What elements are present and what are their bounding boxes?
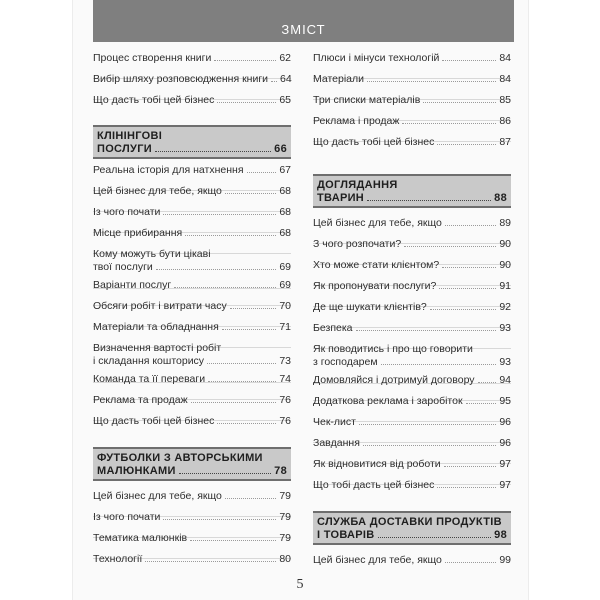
toc-entry-title: Процес створення книги bbox=[93, 52, 212, 64]
toc-entry-title: твої послуги bbox=[93, 261, 153, 273]
toc-entry-page-number: 79 bbox=[279, 532, 291, 544]
section-title-line: МАЛЮНКАМИ bbox=[97, 465, 176, 477]
toc-entry-title: Цей бізнес для тебе, якщо bbox=[313, 217, 442, 229]
dot-leader bbox=[363, 445, 496, 446]
toc-entry-title: Варіанти послуг bbox=[93, 279, 172, 291]
toc-entry-title-line: Як поводитись і про що говорити bbox=[313, 343, 473, 355]
dot-leader bbox=[191, 402, 277, 403]
dot-leader bbox=[225, 193, 276, 194]
toc-entry-page-number: 80 bbox=[279, 553, 291, 565]
toc-entry-title: з господарем bbox=[313, 356, 378, 368]
toc-entry-page-number: 73 bbox=[279, 355, 291, 367]
toc-entry-page-number: 97 bbox=[499, 479, 511, 491]
toc-entry-page-number: 69 bbox=[279, 279, 291, 291]
toc-entry[interactable] bbox=[93, 300, 291, 313]
toc-entry-page-number: 99 bbox=[499, 554, 511, 566]
toc-entry-title: Домовляйся і дотримуй договору bbox=[313, 374, 475, 386]
toc-entry[interactable] bbox=[313, 301, 511, 314]
dot-leader bbox=[247, 172, 277, 173]
dot-leader bbox=[478, 382, 497, 383]
dot-leader bbox=[367, 200, 491, 201]
toc-entry-title-line: Визначення вартості робіт bbox=[93, 342, 222, 354]
toc-entry[interactable] bbox=[313, 554, 511, 567]
toc-entry[interactable] bbox=[313, 94, 511, 107]
toc-entry-title: Три списки матеріалів bbox=[313, 94, 421, 106]
toc-entry-title: Що тобі дасть цей бізнес bbox=[313, 479, 435, 491]
toc-entry-title: Реальна історія для натхнення bbox=[93, 164, 244, 176]
dot-leader bbox=[423, 102, 496, 103]
dot-leader bbox=[367, 81, 496, 82]
dot-leader bbox=[359, 424, 496, 425]
toc-entry-page-number: 76 bbox=[279, 415, 291, 427]
toc-entry[interactable] bbox=[313, 395, 511, 408]
section-title-line: ПОСЛУГИ bbox=[97, 143, 152, 155]
section-title-line: СЛУЖБА ДОСТАВКИ ПРОДУКТІВ bbox=[317, 516, 502, 528]
dot-leader bbox=[156, 269, 277, 270]
toc-entry[interactable] bbox=[313, 217, 511, 230]
toc-entry[interactable] bbox=[93, 94, 291, 107]
toc-entry-title: Із чого почати bbox=[93, 511, 161, 523]
toc-entry-title: Хто може стати клієнтом? bbox=[313, 259, 440, 271]
dot-leader bbox=[402, 123, 496, 124]
toc-entry-page-number: 62 bbox=[279, 52, 291, 64]
toc-entry-title: Плюси і мінуси технологій bbox=[313, 52, 440, 64]
dot-leader bbox=[208, 381, 276, 382]
toc-entry-page-number: 96 bbox=[499, 416, 511, 428]
toc-entry[interactable] bbox=[93, 279, 291, 292]
toc-entry[interactable] bbox=[93, 248, 291, 274]
dot-leader bbox=[445, 562, 496, 563]
toc-entry-title: Вибір шляху розповсюдження книги bbox=[93, 73, 269, 85]
dot-leader bbox=[437, 144, 496, 145]
toc-entry[interactable] bbox=[313, 343, 511, 369]
toc-entry[interactable] bbox=[313, 238, 511, 251]
toc-entry-page-number: 91 bbox=[499, 280, 511, 292]
toc-entry-page-number: 64 bbox=[280, 73, 292, 85]
section-page-number: 78 bbox=[274, 465, 287, 477]
toc-entry[interactable] bbox=[93, 532, 291, 545]
dot-leader bbox=[225, 498, 276, 499]
toc-entry-page-number: 92 bbox=[499, 301, 511, 313]
dot-leader bbox=[356, 330, 497, 331]
dot-leader bbox=[442, 60, 496, 61]
toc-entry[interactable] bbox=[313, 416, 511, 429]
toc-entry-page-number: 74 bbox=[279, 373, 291, 385]
toc-section-heading[interactable] bbox=[313, 174, 511, 208]
toc-entry-page-number: 79 bbox=[279, 511, 291, 523]
toc-entry-page-number: 89 bbox=[499, 217, 511, 229]
toc-entry-title: Чек-лист bbox=[313, 416, 356, 428]
toc-entry[interactable] bbox=[313, 52, 511, 65]
toc-entry-title: Завдання bbox=[313, 437, 360, 449]
toc-entry-title: Де ще шукати клієнтів? bbox=[313, 301, 427, 313]
toc-entry[interactable] bbox=[93, 206, 291, 219]
dot-leader bbox=[442, 267, 496, 268]
toc-entry-page-number: 68 bbox=[279, 206, 291, 218]
contents-title: ЗМІСТ bbox=[281, 22, 326, 37]
toc-section-heading[interactable] bbox=[313, 511, 511, 545]
toc-entry-title: Як пропонувати послуги? bbox=[313, 280, 437, 292]
dot-leader bbox=[445, 225, 496, 226]
toc-entry[interactable] bbox=[93, 553, 291, 566]
section-title-line: ТВАРИН bbox=[317, 192, 365, 204]
toc-entry[interactable] bbox=[93, 73, 291, 86]
contents-header bbox=[93, 0, 514, 42]
toc-entry[interactable] bbox=[313, 73, 511, 86]
toc-entry-page-number: 69 bbox=[279, 261, 291, 273]
dot-leader bbox=[439, 288, 496, 289]
section-title-line: ДОГЛЯДАННЯ bbox=[317, 179, 398, 191]
toc-entry-page-number: 79 bbox=[279, 490, 291, 502]
dot-leader bbox=[207, 363, 276, 364]
toc-entry-page-number: 94 bbox=[499, 374, 511, 386]
dot-leader bbox=[222, 329, 277, 330]
toc-entry-title: Реклама і продаж bbox=[313, 115, 400, 127]
toc-entry[interactable] bbox=[313, 136, 511, 149]
toc-entry-page-number: 71 bbox=[279, 321, 291, 333]
dot-leader bbox=[404, 246, 496, 247]
dot-leader bbox=[214, 60, 276, 61]
section-page-number: 98 bbox=[494, 529, 507, 541]
section-title-line: КЛІНІНГОВІ bbox=[97, 130, 163, 142]
toc-entry-title-line: Кому можуть бути цікаві bbox=[93, 248, 211, 260]
toc-entry-title: Команда та її переваги bbox=[93, 373, 206, 385]
toc-entry-title: Технології bbox=[93, 553, 143, 565]
toc-entry-page-number: 76 bbox=[279, 394, 291, 406]
toc-entry[interactable] bbox=[93, 321, 291, 334]
toc-entry-title: Що дасть тобі цей бізнес bbox=[93, 415, 215, 427]
toc-entry[interactable] bbox=[313, 458, 511, 471]
dot-leader bbox=[179, 473, 271, 474]
toc-entry[interactable] bbox=[93, 164, 291, 177]
toc-entry-page-number: 97 bbox=[499, 458, 511, 470]
section-title-line: ФУТБОЛКИ З АВТОРСЬКИМИ bbox=[97, 452, 263, 464]
toc-entry[interactable] bbox=[313, 322, 511, 335]
dot-leader bbox=[185, 235, 276, 236]
toc-entry-title: Що дасть тобі цей бізнес bbox=[93, 94, 215, 106]
toc-entry-page-number: 86 bbox=[499, 115, 511, 127]
toc-entry-page-number: 87 bbox=[499, 136, 511, 148]
dot-leader bbox=[217, 423, 276, 424]
toc-entry-title: Додаткова реклама і заробіток bbox=[313, 395, 463, 407]
section-title-line: І ТОВАРІВ bbox=[317, 529, 375, 541]
section-page-number: 66 bbox=[274, 143, 287, 155]
toc-entry-title: Цей бізнес для тебе, якщо bbox=[313, 554, 442, 566]
dot-leader bbox=[163, 519, 276, 520]
toc-entry-page-number: 84 bbox=[499, 52, 511, 64]
toc-entry[interactable] bbox=[313, 479, 511, 492]
dot-leader bbox=[230, 308, 277, 309]
dot-leader bbox=[155, 151, 271, 152]
toc-entry[interactable] bbox=[93, 342, 291, 368]
toc-entry-page-number: 96 bbox=[499, 437, 511, 449]
dot-leader bbox=[145, 561, 276, 562]
toc-entry[interactable] bbox=[313, 115, 511, 128]
toc-entry[interactable] bbox=[93, 185, 291, 198]
toc-entry-page-number: 93 bbox=[499, 356, 511, 368]
toc-entry-title: Тематика малюнків bbox=[93, 532, 188, 544]
toc-entry-title: З чого розпочати? bbox=[313, 238, 402, 250]
dot-leader bbox=[163, 214, 276, 215]
toc-entry-page-number: 70 bbox=[279, 300, 291, 312]
toc-entry[interactable] bbox=[93, 490, 291, 503]
dot-leader bbox=[437, 487, 496, 488]
toc-entry[interactable] bbox=[93, 511, 291, 524]
page-number: 5 bbox=[296, 577, 304, 592]
dot-leader bbox=[444, 466, 497, 467]
toc-entry-page-number: 84 bbox=[499, 73, 511, 85]
toc-entry-page-number: 93 bbox=[499, 322, 511, 334]
dot-leader bbox=[430, 309, 497, 310]
toc-entry-title: Місце прибирання bbox=[93, 227, 183, 239]
dot-leader bbox=[466, 403, 497, 404]
toc-entry[interactable] bbox=[313, 259, 511, 272]
dot-leader bbox=[217, 102, 276, 103]
dot-leader bbox=[381, 364, 497, 365]
section-page-number: 88 bbox=[494, 192, 507, 204]
toc-entry-title: Матеріали та обладнання bbox=[93, 321, 219, 333]
dot-leader bbox=[378, 537, 492, 538]
dot-leader bbox=[174, 287, 276, 288]
toc-entry[interactable] bbox=[93, 52, 291, 65]
toc-entry-page-number: 90 bbox=[499, 259, 511, 271]
toc-entry-page-number: 68 bbox=[279, 227, 291, 239]
toc-entry-title: Обсяги робіт і витрати часу bbox=[93, 300, 227, 312]
toc-entry-title: Реклама та продаж bbox=[93, 394, 188, 406]
toc-entry[interactable] bbox=[313, 280, 511, 293]
toc-entry[interactable] bbox=[93, 415, 291, 428]
toc-entry-page-number: 65 bbox=[279, 94, 291, 106]
toc-entry-title: Що дасть тобі цей бізнес bbox=[313, 136, 435, 148]
toc-entry-title: Як відновитися від роботи bbox=[313, 458, 441, 470]
toc-entry-title: Із чого почати bbox=[93, 206, 161, 218]
toc-entry-title: Цей бізнес для тебе, якщо bbox=[93, 490, 222, 502]
toc-entry[interactable] bbox=[313, 437, 511, 450]
toc-entry-title: Цей бізнес для тебе, якщо bbox=[93, 185, 222, 197]
toc-entry[interactable] bbox=[93, 227, 291, 240]
toc-section-heading[interactable] bbox=[93, 125, 291, 159]
toc-section-heading[interactable] bbox=[93, 447, 291, 481]
toc-entry[interactable] bbox=[313, 374, 511, 387]
dot-leader bbox=[190, 540, 276, 541]
dot-leader bbox=[271, 81, 277, 82]
toc-entry-page-number: 85 bbox=[499, 94, 511, 106]
toc-entry-page-number: 68 bbox=[279, 185, 291, 197]
toc-entry-title: і складання кошторису bbox=[93, 355, 205, 367]
toc-entry-page-number: 90 bbox=[499, 238, 511, 250]
toc-entry-page-number: 67 bbox=[279, 164, 291, 176]
toc-entry-title: Безпека bbox=[313, 322, 353, 334]
toc-entry-title: Матеріали bbox=[313, 73, 365, 85]
toc-entry[interactable] bbox=[93, 373, 291, 386]
toc-entry-page-number: 95 bbox=[499, 395, 511, 407]
toc-entry[interactable] bbox=[93, 394, 291, 407]
